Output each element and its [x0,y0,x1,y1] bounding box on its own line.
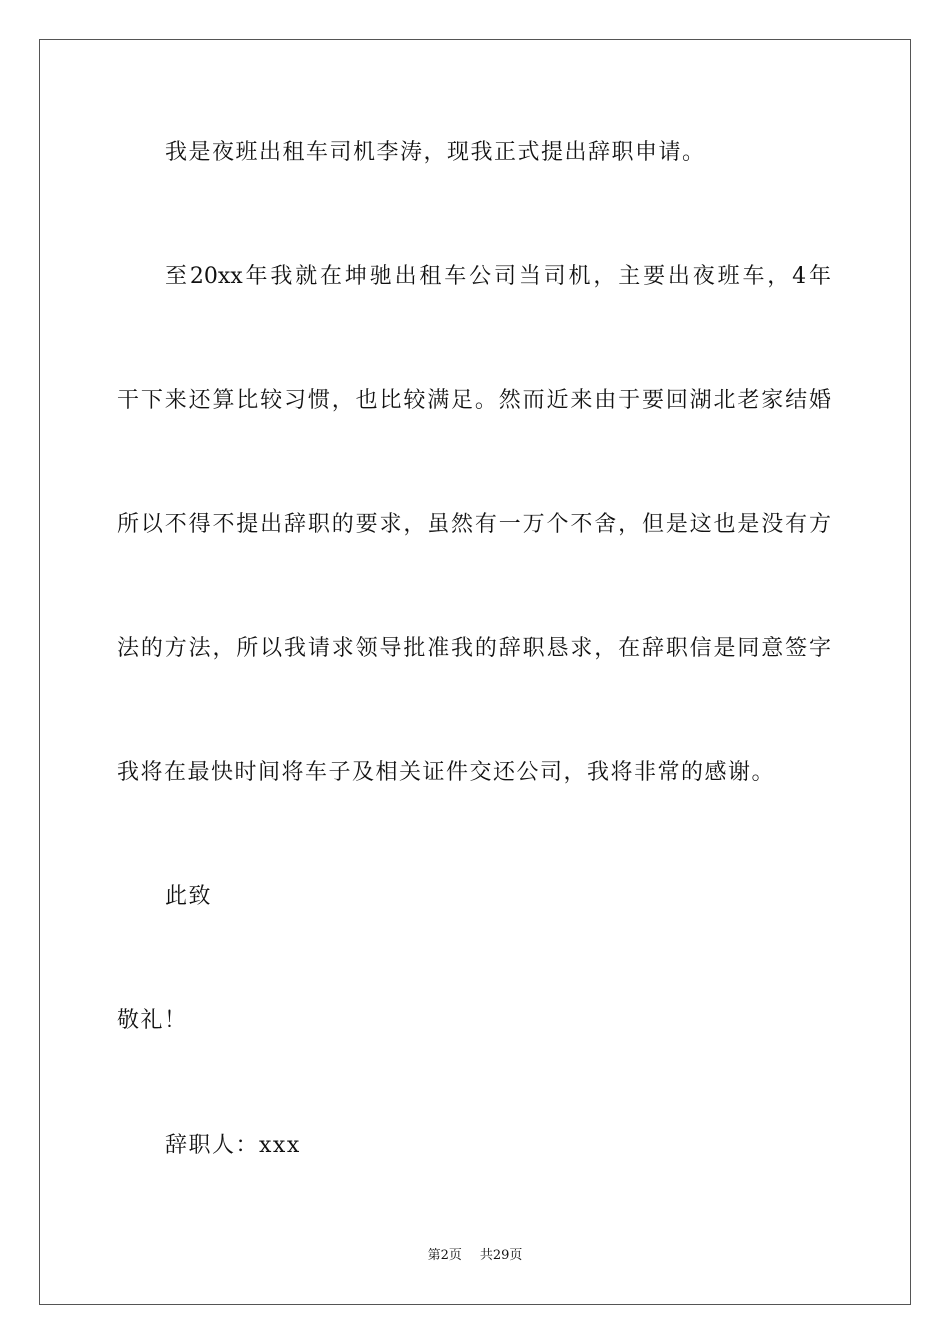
paragraph-line-3: 干下来还算比较习惯，也比较满足。然而近来由于要回湖北老家结婚 [117,388,831,413]
paragraph-line-1: 我是夜班出租车司机李涛，现我正式提出辞职申请。 [165,140,706,165]
page-footer [0,1247,950,1265]
salutation: 敬礼！ [117,1008,188,1033]
page-border [39,39,911,1305]
signature-line: 辞职人：xxx [165,1133,301,1158]
paragraph-line-4: 所以不得不提出辞职的要求，虽然有一万个不舍，但是这也是没有方 [117,512,831,537]
paragraph-line-6: 我将在最快时间将车子及相关证件交还公司，我将非常的感谢。 [117,760,776,785]
paragraph-line-5: 法的方法，所以我请求领导批准我的辞职恳求，在辞职信是同意签字 [117,636,831,661]
page-number: 第2页 [427,1248,462,1263]
paragraph-line-2: 至20xx年我就在坤驰出租车公司当司机，主要出夜班车，4年 [165,264,831,289]
closing-phrase: 此致 [165,884,213,909]
page-total: 共29页 [479,1248,523,1263]
